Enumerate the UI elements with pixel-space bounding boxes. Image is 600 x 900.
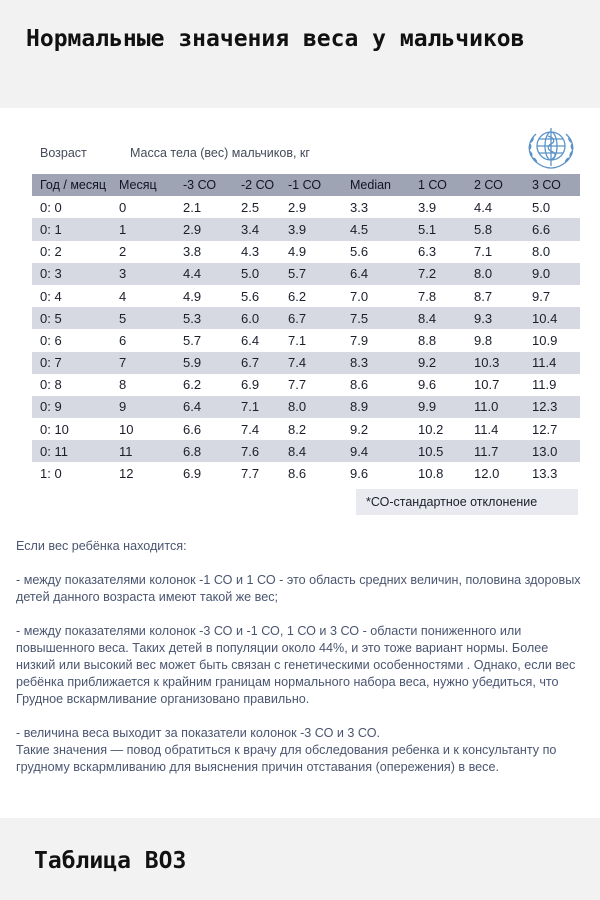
table-cell: 13.3 (524, 462, 580, 484)
table-cell: 5 (111, 307, 175, 329)
mass-caption: Масса тела (вес) мальчиков, кг (130, 146, 310, 160)
table-cell: 9.2 (410, 352, 466, 374)
table-cell: 8.4 (280, 440, 342, 462)
table-cell: 9.4 (342, 440, 410, 462)
table-cell: 6.2 (175, 374, 233, 396)
table-cell: 6.3 (410, 241, 466, 263)
table-cell: 4.4 (466, 196, 524, 218)
table-cell: 8.8 (410, 329, 466, 351)
table-cell: 6.7 (233, 352, 280, 374)
table-row (32, 374, 580, 396)
column-header-plus1sd: 1 СО (410, 174, 466, 196)
table-cell: 5.7 (280, 263, 342, 285)
table-cell: 9.8 (466, 329, 524, 351)
table-cell: 9.6 (410, 374, 466, 396)
table-cell: 5.0 (233, 263, 280, 285)
table-cell: 5.7 (175, 329, 233, 351)
table-cell: 9.2 (342, 418, 410, 440)
note-out-of-range (16, 725, 588, 776)
table-cell: 5.1 (410, 218, 466, 240)
column-header-plus2sd: 2 СО (466, 174, 524, 196)
table-header-row (32, 174, 580, 196)
table-cell: 0: 4 (32, 285, 111, 307)
table-cell: 2.9 (280, 196, 342, 218)
table-cell: 11.4 (466, 418, 524, 440)
table-cell: 4.4 (175, 263, 233, 285)
table-cell: 4.5 (342, 218, 410, 240)
table-cell: 7.9 (342, 329, 410, 351)
table-body (32, 196, 580, 484)
table-cell: 7.6 (233, 440, 280, 462)
table-cell: 7.1 (233, 396, 280, 418)
table-cell: 3.4 (233, 218, 280, 240)
table-cell: 0: 0 (32, 196, 111, 218)
note-average-range: - между показателями колонок -1 СО и 1 СО - это область средних величин, половина здоровых детей данного возраста имеют такой же вес; (16, 573, 581, 604)
table-row (32, 329, 580, 351)
column-header-minus1sd: -1 СО (280, 174, 342, 196)
table-cell: 6.8 (175, 440, 233, 462)
table-cell: 12.7 (524, 418, 580, 440)
table-cell: 7.7 (280, 374, 342, 396)
table-cell: 8.4 (410, 307, 466, 329)
note-out-of-range-advice: Такие значения — повод обратиться к врачу для обследования ребенка и к консультанту по грудному вскармливанию для выяснения причин отставания (опережения) в весе. (16, 743, 557, 774)
table-cell: 2 (111, 241, 175, 263)
table-cell: 11.0 (466, 396, 524, 418)
table-cell: 8.9 (342, 396, 410, 418)
table-cell: 7.1 (280, 329, 342, 351)
table-cell: 0: 3 (32, 263, 111, 285)
table-cell: 0: 7 (32, 352, 111, 374)
table-cell: 0: 2 (32, 241, 111, 263)
note-out-of-range-heading: - величина веса выходит за показатели колонок -3 СО и 3 СО. (16, 726, 381, 740)
table-cell: 8.6 (342, 374, 410, 396)
table-cell: 10.8 (410, 462, 466, 484)
table-cell: 7 (111, 352, 175, 374)
column-header-minus2sd: -2 СО (233, 174, 280, 196)
table-cell: 7.4 (233, 418, 280, 440)
table-row (32, 352, 580, 374)
table-cell: 7.5 (342, 307, 410, 329)
who-emblem-icon (524, 124, 578, 170)
table-cell: 11 (111, 440, 175, 462)
table-cell: 3 (111, 263, 175, 285)
weight-table (32, 174, 580, 485)
table-cell: 8.7 (466, 285, 524, 307)
table-cell: 3.9 (280, 218, 342, 240)
table-cell: 10.4 (524, 307, 580, 329)
table-cell: 6.6 (175, 418, 233, 440)
table-cell: 9.0 (524, 263, 580, 285)
table-cell: 9.6 (342, 462, 410, 484)
notes-intro: Если вес ребёнка находится: (16, 539, 187, 553)
table-cell: 10.3 (466, 352, 524, 374)
table-row (32, 418, 580, 440)
table-cell: 10 (111, 418, 175, 440)
table-cell: 5.6 (233, 285, 280, 307)
table-row (32, 263, 580, 285)
table-row (32, 396, 580, 418)
table-cell: 5.3 (175, 307, 233, 329)
table-row (32, 462, 580, 484)
table-row (32, 196, 580, 218)
table-cell: 3.8 (175, 241, 233, 263)
table-cell: 9.7 (524, 285, 580, 307)
table-cell: 9.9 (410, 396, 466, 418)
age-caption: Возраст (40, 146, 87, 160)
table-cell: 6.4 (233, 329, 280, 351)
table-cell: 12 (111, 462, 175, 484)
table-cell: 4.9 (175, 285, 233, 307)
note-low-high-range: - между показателями колонок -3 СО и -1 СО, 1 СО и 3 СО - области пониженного или повышенного веса. Таких детей в популяции около 44%, и это тоже вариант нормы. Более низкий или высокий вес может быть связан с генетическими особенностями . Однако, если вес ребёнка приближается к крайним границам нормального набора веса, нужно убедиться, что Грудное вскармливание организовано правильно. (16, 624, 576, 706)
table-cell: 0: 10 (32, 418, 111, 440)
table-cell: 7.0 (342, 285, 410, 307)
table-cell: 8.0 (466, 263, 524, 285)
table-cell: 7.4 (280, 352, 342, 374)
table-cell: 2.9 (175, 218, 233, 240)
table-cell: 6.7 (280, 307, 342, 329)
table-cell: 8.3 (342, 352, 410, 374)
table-cell: 5.0 (524, 196, 580, 218)
table-cell: 1 (111, 218, 175, 240)
table-cell: 12.3 (524, 396, 580, 418)
table-cell: 2.5 (233, 196, 280, 218)
footnote: *СО-стандартное отклонение (356, 489, 578, 515)
column-header-month: Месяц (111, 174, 175, 196)
table-row (32, 307, 580, 329)
table-cell: 8.6 (280, 462, 342, 484)
table-cell: 7.1 (466, 241, 524, 263)
table-cell: 5.6 (342, 241, 410, 263)
table-cell: 7.2 (410, 263, 466, 285)
table-cell: 6.2 (280, 285, 342, 307)
table-cell: 6 (111, 329, 175, 351)
table-row (32, 218, 580, 240)
table-cell: 0: 1 (32, 218, 111, 240)
column-header-plus3sd: 3 СО (524, 174, 580, 196)
table-cell: 11.4 (524, 352, 580, 374)
table-cell: 0: 9 (32, 396, 111, 418)
table-cell: 1: 0 (32, 462, 111, 484)
table-header (32, 174, 580, 196)
table-cell: 10.7 (466, 374, 524, 396)
table-cell: 7.8 (410, 285, 466, 307)
table-cell: 4 (111, 285, 175, 307)
table-cell: 10.2 (410, 418, 466, 440)
table-row (32, 440, 580, 462)
table-cell: 10.5 (410, 440, 466, 462)
table-cell: 4.3 (233, 241, 280, 263)
table-cell: 0 (111, 196, 175, 218)
table-cell: 8.0 (280, 396, 342, 418)
table-cell: 5.8 (466, 218, 524, 240)
footer-title: Таблица ВОЗ (34, 848, 187, 874)
table-cell: 6.4 (342, 263, 410, 285)
table-cell: 12.0 (466, 462, 524, 484)
table-cell: 9.3 (466, 307, 524, 329)
table-cell: 11.7 (466, 440, 524, 462)
table-cell: 2.1 (175, 196, 233, 218)
table-row (32, 241, 580, 263)
table-cell: 4.9 (280, 241, 342, 263)
table-cell: 0: 6 (32, 329, 111, 351)
table-cell: 6.6 (524, 218, 580, 240)
table-cell: 3.9 (410, 196, 466, 218)
table-cell: 7.7 (233, 462, 280, 484)
column-header-median: Median (342, 174, 410, 196)
notes-section (16, 538, 588, 776)
table-cell: 13.0 (524, 440, 580, 462)
table-cell: 6.0 (233, 307, 280, 329)
table-row (32, 285, 580, 307)
table-cell: 8.2 (280, 418, 342, 440)
table-cell: 0: 11 (32, 440, 111, 462)
table-cell: 8 (111, 374, 175, 396)
table-cell: 0: 5 (32, 307, 111, 329)
table-cell: 9 (111, 396, 175, 418)
table-cell: 11.9 (524, 374, 580, 396)
table-cell: 8.0 (524, 241, 580, 263)
table-cell: 0: 8 (32, 374, 111, 396)
table-cell: 5.9 (175, 352, 233, 374)
column-header-age: Год / месяц (32, 174, 111, 196)
page-title: Нормальные значения веса у мальчиков (26, 26, 525, 52)
table-cell: 6.4 (175, 396, 233, 418)
table-cell: 6.9 (175, 462, 233, 484)
table-cell: 6.9 (233, 374, 280, 396)
table-cell: 10.9 (524, 329, 580, 351)
column-header-minus3sd: -3 СО (175, 174, 233, 196)
table-cell: 3.3 (342, 196, 410, 218)
